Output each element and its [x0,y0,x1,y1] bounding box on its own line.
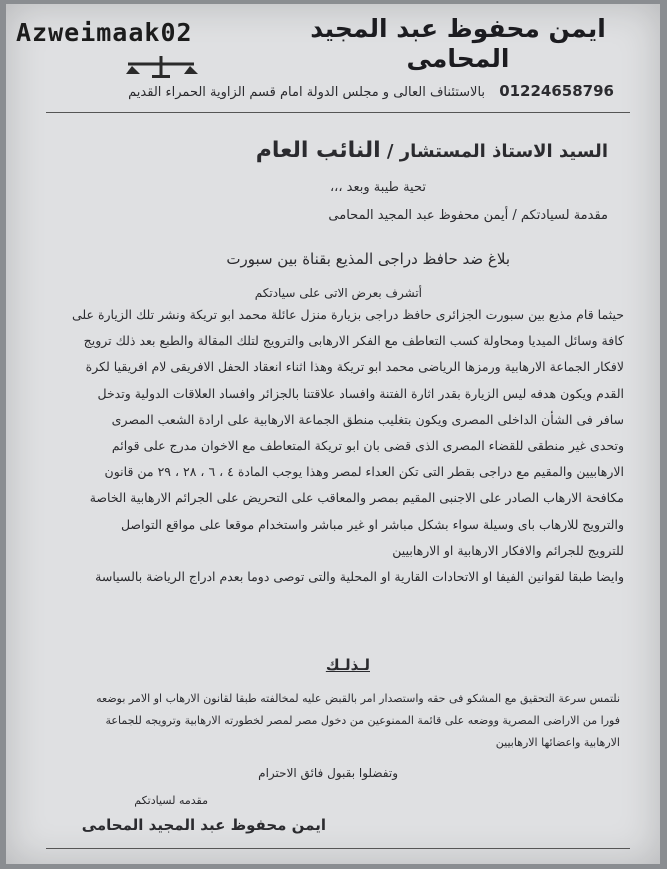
body-line: لافكار الجماعة الارهابية ورمزها الرياضى محمد ابو تريكة وهذا اثناء انعقاد الحفل الافريقى لام افريقيا لكرة [85,359,624,375]
subject-line: بلاغ ضد حافظ دراجى المذيع بقناة بين سبورت [226,250,510,268]
body-paragraph [59,302,624,590]
body-line: وايضا طبقا لقوانين الفيفا او الاتحادات القارية او المحلية والتى توصى دوما بعدم ادراج الرياضة بالسياسة [95,569,624,585]
body-line: والترويج للارهاب باى وسيلة سواء بشكل مباشر او غير مباشر واستخدام موقعا على مواقع التواصل [120,516,624,532]
request-paragraph [60,688,620,754]
body-line: وتحدى غير منطقى للقضاء المصرى الذى قضى بان ابو تريكة المتعاطف مع الاخوان مدرج على قوائم [111,438,624,454]
letterhead-logo-text: Azweimaak02 [16,18,193,46]
body-line: مكافحة الارهاب الصادر على الاجنبى المقيم بمصر والمعاقب على التحريض على الجرائم الارهابية الخاصة [89,490,624,506]
letterhead-phone: 01224658796 [499,82,614,100]
letterhead-address: بالاستئناف العالى و مجلس الدولة امام قسم الزاوية الحمراء القديم [128,85,486,100]
request-line: فورا من الاراضى المصرية ووضعه على قائمة الممنوعين من دخول مصر لمصر لخطورته الارهابية وترويجه للجماعة [105,714,620,727]
closing-line: وتفضلوا بقبول فائق الاحترام [258,766,398,780]
letterhead-lawyer-name: ايمن محفوظ عبد المجيد المحامى [310,14,606,73]
recipient-title: النائب العام [255,138,381,163]
opening-line: أتشرف بعرض الاتى على سيادتكم [254,286,422,300]
header-divider [46,112,630,113]
greeting: تحية طيبة وبعد ،،، [329,180,426,195]
body-line: القدم ويكون هدفه ليس الزيارة بقدر اثارة الفتنة وافساد علاقتنا بالجزائر وافساد العلاقات الدولية وتدخل [97,385,624,401]
submitter-line: مقدمة لسيادتكم / أيمن محفوظ عبد المجيد المحامى [328,208,608,223]
body-line: حيثما قام مذيع بين سبورت الجزائرى حافظ دراجى بزيارة منزل عائلة محمد ابو تريكة ونشر تلك الزيارة على [71,307,624,322]
recipient-line [108,138,608,163]
body-line: للترويج للجرائم والافكار الارهابية او الارهابيين [392,542,624,558]
body-line: كافة وسائل الميديا ومحاولة كسب التعاطف مع الفكر الارهابى والترويج لتلك المقالة والطبع بعد ذلك ترويج [83,333,624,349]
signature-name: ايمن محفوظ عبد المجيد المحامى [81,816,326,834]
therefore-heading: لـذلـك [325,656,370,674]
body-line: الارهابيين والمقيم مع دراجى بقطر التى تكن العداء لمصر وهذا يوجب المادة ٤ ، ٦ ، ٢٨ ، ٢٩ من قانون [104,464,624,480]
recipient-salutation: السيد الاستاذ المستشار / [386,141,608,162]
body-line: سافر فى الشأن الداخلى المصرى ويكون بتغليب منطق الجماعة الارهابية على ارادة الشعب المصرى [111,411,624,427]
request-line: نلتمس سرعة التحقيق مع المشكو فى حقه واستصدار امر بالقبض عليه لمخالفته طبقا لقانون الارهاب او الامر بوضعه [96,692,620,705]
footer-divider [46,848,630,849]
request-line: الارهابية واعضائها الارهابيين [495,736,620,749]
letter-page [6,4,660,864]
scales-of-justice-icon [122,52,200,80]
signature-caption: مقدمه لسيادتكم [134,794,208,807]
letterhead-contact-line [54,82,614,100]
